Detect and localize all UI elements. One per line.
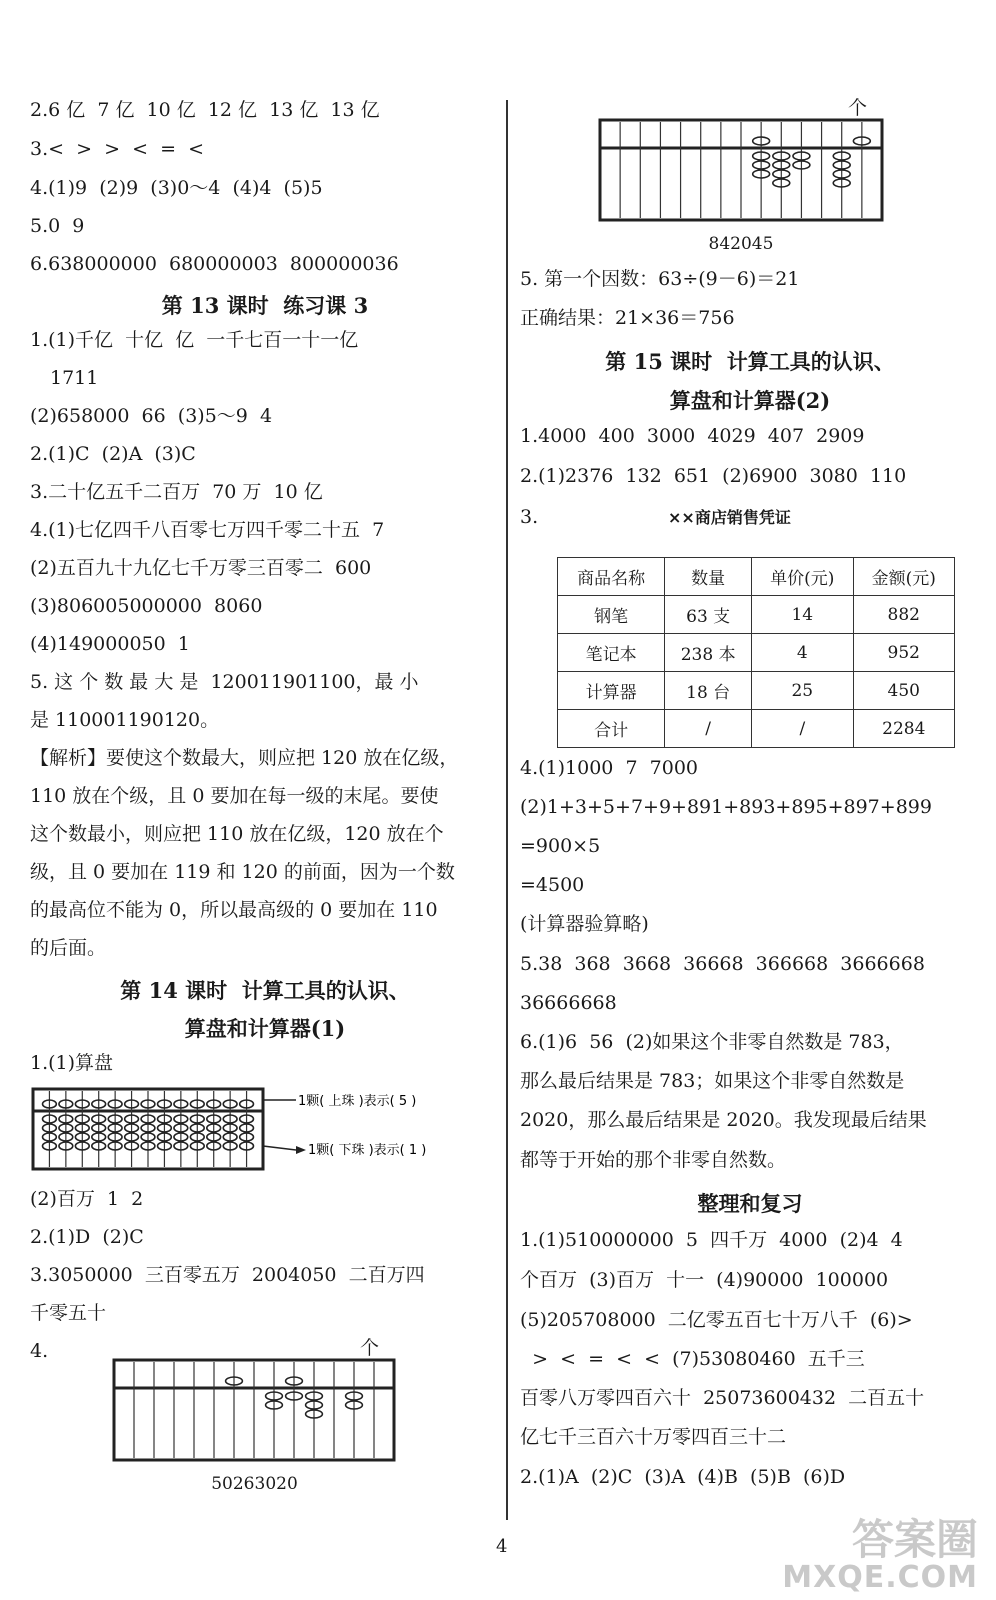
answer-line: (计算器验算略) — [520, 913, 649, 935]
answer-line: =900×5 — [520, 835, 601, 857]
table-cell: 25 — [752, 672, 853, 710]
answer-line: (2)658000 66 (3)5～9 4 — [30, 405, 273, 427]
answer-line: 5. 第一个因数：63÷(9－6)＝21 — [520, 268, 800, 290]
watermark-top: 答案圈 — [851, 1515, 978, 1564]
answer-line: 4. — [30, 1340, 49, 1362]
answer-line: 3.< > > < = < — [30, 138, 205, 160]
table-cell: 63 支 — [665, 596, 752, 634]
answer-line: 3.二十亿五千二百万 70 万 10 亿 — [30, 481, 323, 503]
lesson-heading: 算盘和计算器(2) — [669, 388, 831, 413]
analysis-line: 这个数最小，则应把 110 放在亿级，120 放在个 — [30, 823, 444, 845]
answer-line: (5)205708000 二亿零五百七十万八千 (6)> — [520, 1309, 913, 1331]
answer-line: 亿七千三百六十万零四百三十二 — [520, 1426, 787, 1448]
answer-line: 2.6 亿 7 亿 10 亿 12 亿 13 亿 13 亿 — [30, 99, 380, 121]
section-heading: 整理和复习 — [697, 1191, 803, 1216]
page-number: 4 — [496, 1536, 508, 1557]
answer-line: 那么最后结果是 783；如果这个非零自然数是 — [520, 1070, 905, 1092]
abacus-diagram — [30, 1086, 500, 1174]
answer-line: (4)149000050 1 — [30, 633, 190, 655]
answer-line: 5.0 9 — [30, 215, 85, 237]
answer-line: 百零八万零四百六十 25073600432 二百五十 — [520, 1387, 925, 1409]
table-cell: 952 — [853, 634, 954, 672]
table-row — [558, 596, 955, 634]
answer-line: (2)五百九十九亿七千万零三百零二 600 — [30, 557, 372, 579]
answer-line: > < = < < (7)53080460 五千三 — [520, 1348, 865, 1370]
answer-line: 是 110001190120。 — [30, 709, 220, 731]
units-marker: 个 — [848, 97, 868, 119]
answer-line: (2)百万 1 2 — [30, 1188, 144, 1210]
answer-line: 2.(1)2376 132 651 (2)6900 3080 110 — [520, 465, 907, 487]
answer-line: 3. — [520, 506, 539, 528]
table-cell: 14 — [752, 596, 853, 634]
answer-line: 1.4000 400 3000 4029 407 2909 — [520, 425, 865, 447]
answer-line: 5. 这 个 数 最 大 是 120011901100，最 小 — [30, 671, 419, 693]
table-cell: 238 本 — [665, 634, 752, 672]
column-divider — [506, 100, 508, 1520]
table-header: 单价(元) — [752, 558, 853, 596]
answer-line: (2)1+3+5+7+9+891+893+895+897+899 — [520, 796, 932, 818]
answer-line: 正确结果：21×36＝756 — [520, 307, 735, 329]
answer-line: 36666668 — [520, 992, 617, 1014]
analysis-line: 110 放在个级，且 0 要加在每一级的末尾。要使 — [30, 785, 439, 807]
analysis-line: 【解析】要使这个数最大，则应把 120 放在亿级， — [30, 747, 459, 769]
table-header: 金额(元) — [853, 558, 954, 596]
analysis-line: 的后面。 — [30, 937, 107, 959]
table-title: ××商店销售凭证 — [668, 508, 791, 527]
answer-line: 2020，那么最后结果是 2020。我发现最后结果 — [520, 1109, 927, 1131]
table-cell: 882 — [853, 596, 954, 634]
lesson-heading: 第 13 课时 练习课 3 — [161, 293, 369, 318]
table-cell: 计算器 — [558, 672, 665, 710]
table-header-row — [558, 558, 955, 596]
table-cell: 2284 — [853, 710, 954, 748]
lesson-heading: 第 14 课时 计算工具的认识、 — [120, 978, 410, 1003]
watermark — [782, 1515, 978, 1595]
answer-line: 6.(1)6 56 (2)如果这个非零自然数是 783， — [520, 1031, 904, 1053]
answer-line: 4.(1)1000 7 7000 — [520, 757, 698, 779]
answer-line: 3.3050000 三百零五万 2004050 二百万四 — [30, 1264, 425, 1286]
answer-line: 6.638000000 680000003 800000036 — [30, 253, 399, 275]
table-cell: 450 — [853, 672, 954, 710]
answer-line: 2.(1)A (2)C (3)A (4)B (5)B (6)D — [520, 1466, 846, 1488]
answer-line: 1711 — [50, 367, 99, 389]
answer-line: 个百万 (3)百万 十一 (4)90000 100000 — [520, 1269, 889, 1291]
table-row — [558, 672, 955, 710]
abacus-top-label: 1颗( 上珠 )表示( 5 ) — [298, 1094, 417, 1109]
answer-line: 都等于开始的那个非零自然数。 — [520, 1149, 787, 1171]
watermark-bottom: MXQE.COM — [782, 1560, 978, 1595]
table-row — [558, 710, 955, 748]
table-cell: 4 — [752, 634, 853, 672]
answer-line: 1.(1)510000000 5 四千万 4000 (2)4 4 — [520, 1229, 903, 1251]
analysis-line: 的最高位不能为 0，所以最高级的 0 要加在 110 — [30, 899, 438, 921]
answer-line: 1.(1)千亿 十亿 亿 一千七百一十一亿 — [30, 329, 359, 351]
sales-receipt-table — [557, 557, 955, 748]
answer-line: (3)806005000000 8060 — [30, 595, 263, 617]
table-cell: 合计 — [558, 710, 665, 748]
answer-line: 2.(1)C (2)A (3)C — [30, 443, 196, 465]
abacus-diagram-50263020 — [112, 1358, 397, 1463]
answer-line: =4500 — [520, 874, 585, 896]
table-cell: / — [752, 710, 853, 748]
abacus-value: 842045 — [708, 234, 774, 254]
table-header: 商品名称 — [558, 558, 665, 596]
answer-line: 4.(1)9 (2)9 (3)0～4 (4)4 (5)5 — [30, 177, 323, 199]
table-cell: 笔记本 — [558, 634, 665, 672]
table-header: 数量 — [665, 558, 752, 596]
answer-line: 2.(1)D (2)C — [30, 1226, 144, 1248]
table-cell: 钢笔 — [558, 596, 665, 634]
analysis-line: 级，且 0 要加在 119 和 120 的前面，因为一个数 — [30, 861, 455, 883]
answer-line: 4.(1)七亿四千八百零七万四千零二十五 7 — [30, 519, 385, 541]
table-row — [558, 634, 955, 672]
abacus-diagram-842045 — [598, 118, 884, 222]
answer-line: 千零五十 — [30, 1302, 107, 1324]
answer-line: 1.(1)算盘 — [30, 1052, 114, 1074]
lesson-heading: 第 15 课时 计算工具的认识、 — [605, 349, 895, 374]
table-cell: / — [665, 710, 752, 748]
units-marker: 个 — [360, 1337, 380, 1359]
abacus-bottom-label: 1颗( 下珠 )表示( 1 ) — [308, 1143, 427, 1158]
answer-line: 5.38 368 3668 36668 366668 3666668 — [520, 953, 925, 975]
table-cell: 18 台 — [665, 672, 752, 710]
abacus-value: 50263020 — [211, 1474, 298, 1494]
lesson-heading: 算盘和计算器(1) — [184, 1016, 346, 1041]
